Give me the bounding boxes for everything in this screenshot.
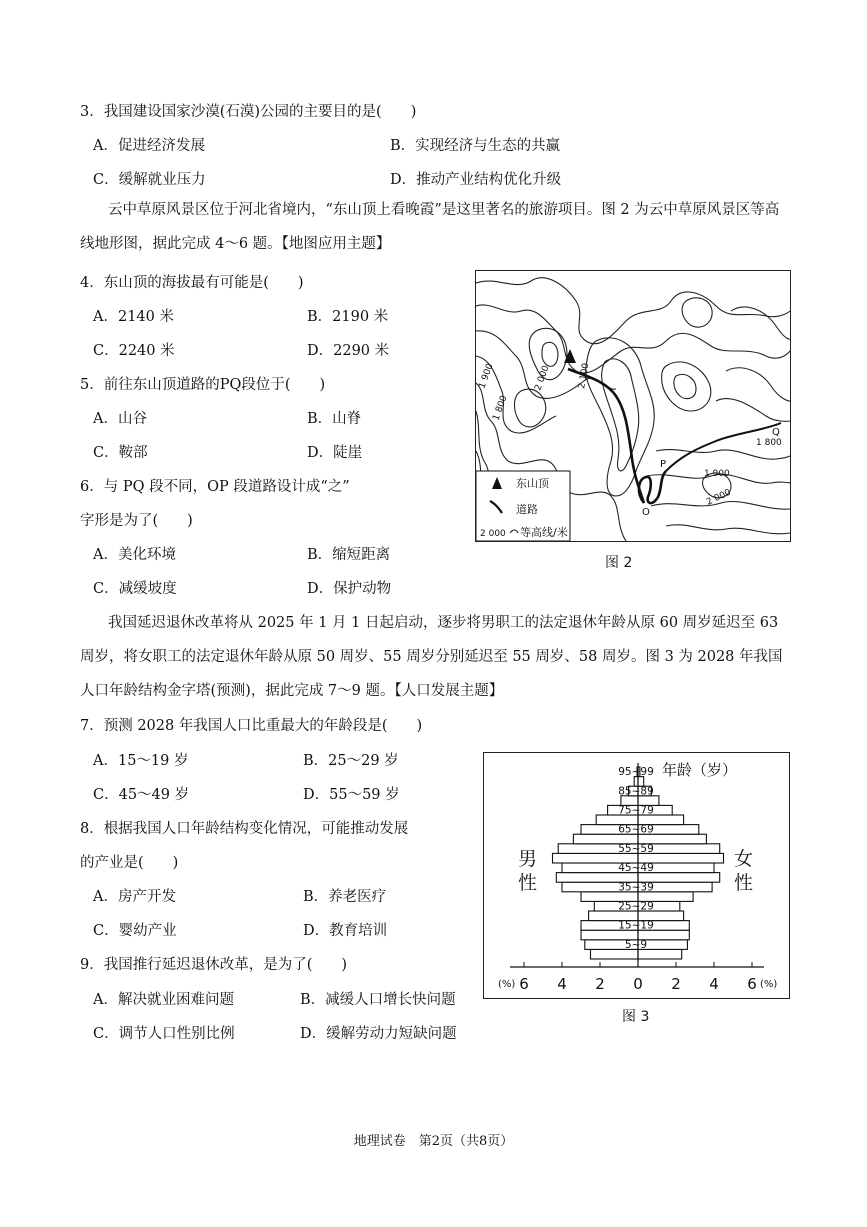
point-label-o: O (642, 507, 650, 518)
q8-option-b: B．养老医疗 (303, 889, 387, 905)
female-label-2: 性 (734, 872, 754, 894)
q7-option-d: D．55～59 岁 (303, 787, 400, 803)
intro-paragraph-4-6: 云中草原风景区位于河北省境内，“东山顶上看晚霞”是这里著名的旅游项目。图 2 为云中草原风景区等高线地形图，据此完成 4～6 题。【地图应用主题】 (80, 202, 780, 252)
contour-label-2000a: 2 000 (533, 364, 552, 393)
q9-option-a: A．解决就业困难问题 (93, 992, 234, 1008)
road (568, 369, 781, 503)
q7-stem: 7．预测 2028 年我国人口比重最大的年龄段是( ) (80, 718, 423, 734)
x-unit-right: (%) (760, 979, 778, 990)
contour-label-2100: 2 100 (577, 362, 592, 390)
x-tick-label: 6 (747, 975, 757, 993)
q7-option-a: A．15～19 岁 (93, 753, 189, 769)
legend-contour-label: 等高线/米 (520, 526, 568, 539)
x-tick-label: 2 (671, 975, 681, 993)
age-label: 65~69 (618, 823, 654, 836)
age-label: 85~89 (618, 785, 654, 798)
x-tick-label: 0 (633, 975, 643, 993)
q6-option-a: A．美化环境 (93, 547, 176, 563)
q3-stem: 3．我国建设国家沙漠(石漠)公园的主要目的是( ) (80, 104, 417, 120)
x-tick-label: 6 (519, 975, 529, 993)
q9-option-d: D．缓解劳动力短缺问题 (300, 1026, 457, 1042)
contour-map-figure (475, 270, 791, 542)
q6-option-d: D．保护动物 (307, 581, 392, 597)
q3-option-c: C．缓解就业压力 (93, 172, 206, 188)
x-tick-label: 2 (595, 975, 605, 993)
q5-option-a: A．山谷 (93, 411, 147, 427)
q4-option-b: B．2190 米 (307, 309, 389, 325)
age-label: 25~29 (618, 900, 654, 913)
figure-3-caption: 图 3 (622, 1009, 650, 1025)
q5-option-c: C．鞍部 (93, 445, 148, 461)
q4-option-d: D．2290 米 (307, 343, 390, 359)
q8-option-a: A．房产开发 (93, 889, 176, 905)
population-pyramid-chart (484, 753, 789, 998)
q3-option-d: D．推动产业结构优化升级 (390, 172, 562, 188)
q8-stem-line1: 8．根据我国人口年龄结构变化情况，可能推动发展 (80, 821, 409, 837)
q5-option-d: D．陡崖 (307, 445, 363, 461)
q4-stem: 4．东山顶的海拔最有可能是( ) (80, 275, 304, 291)
age-label: 35~39 (618, 881, 654, 894)
legend-contour-value: 2 000 (480, 529, 506, 539)
contour-label-1900a: 1 900 (477, 362, 496, 391)
age-label: 15~19 (618, 919, 654, 932)
intro-paragraph-7-9: 我国延迟退休改革将从 2025 年 1 月 1 日起启动，逐步将男职工的法定退休年龄从原 60 周岁延迟至 63 周岁，将女职工的法定退休年龄从原 50 周岁、55 周岁分别延迟至 55 周岁、58 周岁。图 3 为 2028 年我国人口年龄结构金字塔(预测)，据此完成 7～9 题。【人口发展主题】 (80, 615, 783, 699)
q8-option-c: C．婴幼产业 (93, 923, 177, 939)
q6-stem-line1: 6．与 PQ 段不同，OP 段道路设计成“之” (80, 479, 350, 495)
age-label: 95~99 (618, 766, 654, 779)
y-axis-title: 年龄（岁） (662, 761, 738, 779)
q6-stem-line2: 字形是为了( ) (80, 513, 193, 529)
legend-peak-label: 东山顶 (516, 477, 549, 490)
map-legend (476, 471, 570, 541)
q8-stem-line2: 的产业是( ) (80, 855, 179, 871)
q5-stem: 5．前往东山顶道路的PQ段位于( ) (80, 377, 326, 393)
age-label: 5~9 (624, 938, 648, 951)
legend-road-label: 道路 (516, 503, 538, 516)
point-label-p: P (660, 459, 667, 470)
contour-label-1800b: 1 800 (756, 438, 782, 448)
x-tick-label: 4 (709, 975, 719, 993)
male-label-1: 男 (518, 848, 538, 870)
q7-option-b: B．25～29 岁 (303, 753, 399, 769)
contour-map (476, 271, 790, 541)
q9-stem: 9．我国推行延迟退休改革，是为了( ) (80, 957, 348, 973)
age-label: 55~59 (618, 842, 654, 855)
q4-option-c: C．2240 米 (93, 343, 175, 359)
q6-option-c: C．减缓坡度 (93, 581, 177, 597)
q3-option-b: B．实现经济与生态的共赢 (390, 138, 561, 154)
age-label: 75~79 (618, 804, 654, 817)
female-label-1: 女 (734, 848, 754, 870)
age-label: 45~49 (618, 862, 654, 875)
x-unit-left: (%) (498, 979, 516, 990)
point-label-q: Q (772, 427, 780, 438)
q4-option-a: A．2140 米 (93, 309, 174, 325)
contour-label-1900b: 1 900 (704, 469, 730, 479)
contour-label-2000b: 2 000 (705, 487, 733, 508)
page-footer: 地理试卷 第2页（共8页） (353, 1134, 514, 1149)
contour-label-1800a: 1 800 (491, 394, 510, 423)
q5-option-b: B．山脊 (307, 411, 362, 427)
q9-option-c: C．调节人口性别比例 (93, 1026, 235, 1042)
q3-option-a: A．促进经济发展 (93, 138, 205, 154)
q7-option-c: C．45～49 岁 (93, 787, 190, 803)
q8-option-d: D．教育培训 (303, 923, 388, 939)
population-pyramid-figure (483, 752, 790, 999)
male-label-2: 性 (518, 872, 538, 894)
figure-2-caption: 图 2 (605, 555, 633, 571)
x-tick-label: 4 (557, 975, 567, 993)
q9-option-b: B．减缓人口增长快问题 (300, 992, 456, 1008)
q6-option-b: B．缩短距离 (307, 547, 391, 563)
